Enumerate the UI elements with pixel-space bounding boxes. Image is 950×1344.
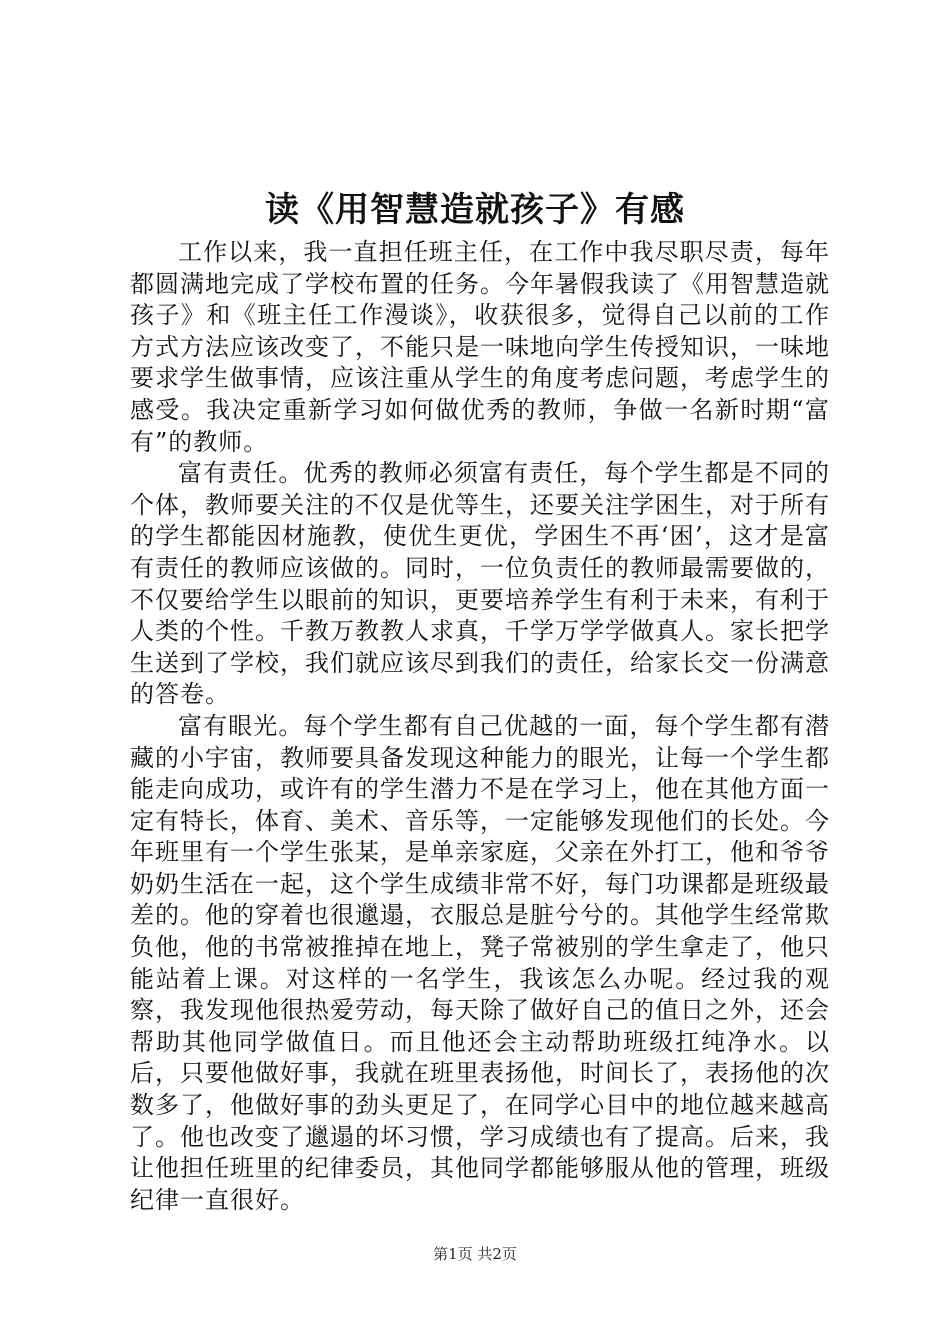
document-title: 读《用智慧造就孩子》有感 xyxy=(265,190,685,230)
paragraph: 工作以来，我一直担任班主任，在工作中我尽职尽责，每年都圆满地完成了学校布置的任务。今年暑假我读了《用智慧造就孩子》和《班主任工作漫谈》，收获很多，觉得自己以前的工作方式方法应该改变了，不能只是一味地向学生传授知识，一味地要求学生做事情，应该注重从学生的角度考虑问题，考虑学生的感受。我决定重新学习如何做优秀的教师，争做一名新时期“富有”的教师。 xyxy=(130,238,830,456)
paragraph: 富有眼光。每个学生都有自己优越的一面，每个学生都有潜藏的小宇宙，教师要具备发现这种能力的眼光，让每一个学生都能走向成功，或许有的学生潜力不是在学习上，他在其他方面一定有特长，体育、美术、音乐等，一定能够发现他们的长处。今年班里有一个学生张某，是单亲家庭，父亲在外打工，他和爷爷奶奶生活在一起，这个学生成绩非常不好，每门功课都是班级最差的。他的穿着也很邋遢，衣服总是脏兮兮的。其他学生经常欺负他，他的书常被推掉在地上，凳子常被别的学生拿走了，他只能站着上课。对这样的一名学生，我该怎么办呢。经过我的观察，我发现他很热爱劳动，每天除了做好自己的值日之外，还会帮助其他同学做值日。而且他还会主动帮助班级扛纯净水。以后，只要他做好事，我就在班里表扬他，时间长了，表扬他的次数多了，他做好事的劲头更足了，在同学心目中的地位越来越高了。他也改变了邋遢的坏习惯，学习成绩也有了提高。后来，我让他担任班里的纪律委员，其他同学都能够服从他的管理，班级纪律一直很好。 xyxy=(130,711,830,1214)
paragraph: 富有责任。优秀的教师必须富有责任，每个学生都是不同的个体，教师要关注的不仅是优等生，还要关注学困生，对于所有的学生都能因材施教，使优生更优，学困生不再‘困’，这才是富有责任的教师应该做的。同时，一位负责任的教师最需要做的，不仅要给学生以眼前的知识，更要培养学生有利于未来，有利于人类的个性。千教万教教人求真，千学万学学做真人。家长把学生送到了学校，我们就应该尽到我们的责任，给家长交一份满意的答卷。 xyxy=(130,459,830,709)
page-number-footer: 第1页 共2页 xyxy=(433,1245,517,1263)
document-body xyxy=(130,237,830,1216)
